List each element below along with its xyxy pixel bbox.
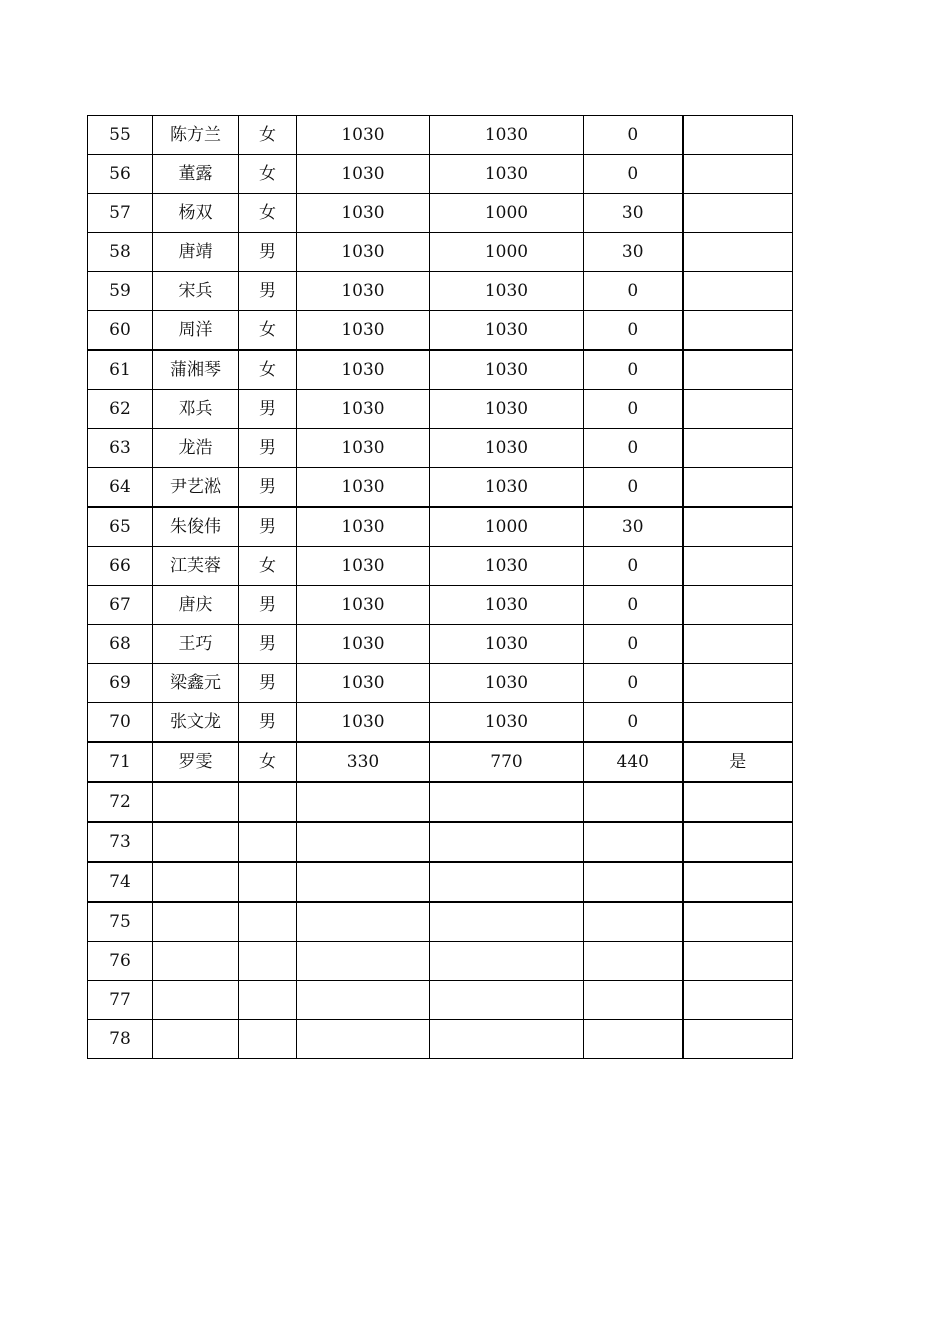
value3-cell: 30 — [584, 233, 683, 272]
value1-cell: 1030 — [297, 233, 430, 272]
row-number-cell: 56 — [88, 155, 153, 194]
name-cell: 周洋 — [153, 311, 239, 351]
value3-cell — [584, 981, 683, 1020]
name-cell: 龙浩 — [153, 429, 239, 468]
gender-cell — [239, 902, 297, 942]
table-row — [88, 586, 793, 625]
value2-cell: 1030 — [430, 586, 584, 625]
value3-cell — [584, 1020, 683, 1059]
gender-cell: 女 — [239, 547, 297, 586]
value2-cell: 1030 — [430, 390, 584, 429]
row-number-cell: 72 — [88, 782, 153, 822]
name-cell — [153, 902, 239, 942]
row-number-cell: 69 — [88, 664, 153, 703]
flag-cell — [683, 586, 793, 625]
value3-cell: 0 — [584, 664, 683, 703]
gender-cell: 男 — [239, 507, 297, 547]
value3-cell: 0 — [584, 468, 683, 508]
flag-cell — [683, 233, 793, 272]
value1-cell — [297, 782, 430, 822]
value3-cell: 30 — [584, 194, 683, 233]
gender-cell: 男 — [239, 429, 297, 468]
flag-cell — [683, 822, 793, 862]
value2-cell: 1030 — [430, 350, 584, 390]
row-number-cell: 57 — [88, 194, 153, 233]
value1-cell: 1030 — [297, 155, 430, 194]
row-number-cell: 65 — [88, 507, 153, 547]
row-number-cell: 63 — [88, 429, 153, 468]
value3-cell: 0 — [584, 429, 683, 468]
name-cell: 张文龙 — [153, 703, 239, 743]
value1-cell: 1030 — [297, 703, 430, 743]
row-number-cell: 67 — [88, 586, 153, 625]
flag-cell — [683, 1020, 793, 1059]
gender-cell: 男 — [239, 703, 297, 743]
value3-cell: 0 — [584, 116, 683, 155]
gender-cell — [239, 1020, 297, 1059]
table-body — [88, 116, 793, 1059]
value3-cell — [584, 822, 683, 862]
table-row — [88, 547, 793, 586]
value1-cell — [297, 822, 430, 862]
name-cell: 董露 — [153, 155, 239, 194]
table-row — [88, 664, 793, 703]
value3-cell: 440 — [584, 742, 683, 782]
value2-cell: 1030 — [430, 664, 584, 703]
gender-cell — [239, 862, 297, 902]
value1-cell: 1030 — [297, 272, 430, 311]
name-cell — [153, 862, 239, 902]
value1-cell: 1030 — [297, 116, 430, 155]
value3-cell: 0 — [584, 703, 683, 743]
row-number-cell: 55 — [88, 116, 153, 155]
flag-cell — [683, 468, 793, 508]
flag-cell — [683, 547, 793, 586]
value3-cell: 0 — [584, 350, 683, 390]
row-number-cell: 59 — [88, 272, 153, 311]
row-number-cell: 61 — [88, 350, 153, 390]
table-row — [88, 311, 793, 351]
value3-cell — [584, 782, 683, 822]
value1-cell: 1030 — [297, 468, 430, 508]
name-cell — [153, 782, 239, 822]
value2-cell: 1000 — [430, 194, 584, 233]
gender-cell: 男 — [239, 664, 297, 703]
value2-cell: 1030 — [430, 116, 584, 155]
table-row — [88, 942, 793, 981]
name-cell: 王巧 — [153, 625, 239, 664]
table-row — [88, 625, 793, 664]
value1-cell — [297, 862, 430, 902]
name-cell: 蒲湘琴 — [153, 350, 239, 390]
row-number-cell: 78 — [88, 1020, 153, 1059]
flag-cell — [683, 272, 793, 311]
value1-cell: 1030 — [297, 311, 430, 351]
table-row — [88, 507, 793, 547]
value2-cell: 1030 — [430, 155, 584, 194]
value1-cell: 1030 — [297, 429, 430, 468]
name-cell: 宋兵 — [153, 272, 239, 311]
value2-cell: 1030 — [430, 272, 584, 311]
row-number-cell: 74 — [88, 862, 153, 902]
gender-cell: 男 — [239, 468, 297, 508]
table-row — [88, 429, 793, 468]
flag-cell — [683, 155, 793, 194]
row-number-cell: 58 — [88, 233, 153, 272]
table-row — [88, 782, 793, 822]
table-row — [88, 194, 793, 233]
table-row — [88, 116, 793, 155]
value3-cell: 0 — [584, 311, 683, 351]
gender-cell — [239, 822, 297, 862]
gender-cell: 男 — [239, 586, 297, 625]
name-cell — [153, 981, 239, 1020]
value3-cell: 0 — [584, 390, 683, 429]
row-number-cell: 76 — [88, 942, 153, 981]
value1-cell: 1030 — [297, 350, 430, 390]
gender-cell — [239, 942, 297, 981]
value2-cell: 1030 — [430, 429, 584, 468]
gender-cell: 男 — [239, 625, 297, 664]
flag-cell — [683, 311, 793, 351]
flag-cell — [683, 390, 793, 429]
name-cell: 梁鑫元 — [153, 664, 239, 703]
value1-cell — [297, 942, 430, 981]
gender-cell: 女 — [239, 350, 297, 390]
row-number-cell: 73 — [88, 822, 153, 862]
name-cell: 杨双 — [153, 194, 239, 233]
gender-cell: 女 — [239, 155, 297, 194]
name-cell: 陈方兰 — [153, 116, 239, 155]
table-row — [88, 468, 793, 508]
row-number-cell: 75 — [88, 902, 153, 942]
data-table — [87, 115, 793, 1059]
value1-cell: 1030 — [297, 664, 430, 703]
value2-cell: 1030 — [430, 547, 584, 586]
value2-cell: 1030 — [430, 625, 584, 664]
name-cell: 唐靖 — [153, 233, 239, 272]
value2-cell — [430, 1020, 584, 1059]
name-cell: 邓兵 — [153, 390, 239, 429]
flag-cell — [683, 507, 793, 547]
value3-cell: 0 — [584, 625, 683, 664]
row-number-cell: 64 — [88, 468, 153, 508]
value2-cell: 770 — [430, 742, 584, 782]
flag-cell — [683, 782, 793, 822]
gender-cell — [239, 981, 297, 1020]
flag-cell: 是 — [683, 742, 793, 782]
value1-cell: 1030 — [297, 586, 430, 625]
table-row — [88, 390, 793, 429]
row-number-cell: 70 — [88, 703, 153, 743]
value1-cell — [297, 981, 430, 1020]
gender-cell: 男 — [239, 272, 297, 311]
flag-cell — [683, 902, 793, 942]
value2-cell: 1000 — [430, 507, 584, 547]
flag-cell — [683, 703, 793, 743]
value1-cell — [297, 1020, 430, 1059]
table-row — [88, 742, 793, 782]
gender-cell: 男 — [239, 390, 297, 429]
flag-cell — [683, 981, 793, 1020]
flag-cell — [683, 429, 793, 468]
flag-cell — [683, 664, 793, 703]
row-number-cell: 62 — [88, 390, 153, 429]
value1-cell: 1030 — [297, 194, 430, 233]
value1-cell — [297, 902, 430, 942]
name-cell: 朱俊伟 — [153, 507, 239, 547]
flag-cell — [683, 625, 793, 664]
value2-cell: 1030 — [430, 703, 584, 743]
value3-cell: 0 — [584, 547, 683, 586]
name-cell: 尹艺淞 — [153, 468, 239, 508]
table-row — [88, 703, 793, 743]
value2-cell — [430, 782, 584, 822]
name-cell — [153, 822, 239, 862]
value3-cell — [584, 862, 683, 902]
value1-cell: 1030 — [297, 547, 430, 586]
flag-cell — [683, 116, 793, 155]
gender-cell: 女 — [239, 311, 297, 351]
gender-cell: 女 — [239, 742, 297, 782]
flag-cell — [683, 862, 793, 902]
row-number-cell: 66 — [88, 547, 153, 586]
table-row — [88, 981, 793, 1020]
value1-cell: 1030 — [297, 390, 430, 429]
table-row — [88, 233, 793, 272]
row-number-cell: 68 — [88, 625, 153, 664]
value1-cell: 1030 — [297, 625, 430, 664]
value2-cell — [430, 822, 584, 862]
table-row — [88, 350, 793, 390]
name-cell: 罗雯 — [153, 742, 239, 782]
name-cell — [153, 942, 239, 981]
value3-cell: 0 — [584, 586, 683, 625]
name-cell: 江芙蓉 — [153, 547, 239, 586]
gender-cell — [239, 782, 297, 822]
row-number-cell: 71 — [88, 742, 153, 782]
table-row — [88, 1020, 793, 1059]
value2-cell — [430, 981, 584, 1020]
gender-cell: 女 — [239, 116, 297, 155]
value2-cell — [430, 942, 584, 981]
value3-cell — [584, 942, 683, 981]
value1-cell: 330 — [297, 742, 430, 782]
flag-cell — [683, 942, 793, 981]
gender-cell: 女 — [239, 194, 297, 233]
table-row — [88, 902, 793, 942]
value3-cell: 0 — [584, 155, 683, 194]
row-number-cell: 60 — [88, 311, 153, 351]
name-cell — [153, 1020, 239, 1059]
table-row — [88, 272, 793, 311]
flag-cell — [683, 350, 793, 390]
table-row — [88, 862, 793, 902]
table-row — [88, 822, 793, 862]
value3-cell: 30 — [584, 507, 683, 547]
table-row — [88, 155, 793, 194]
value2-cell: 1030 — [430, 311, 584, 351]
name-cell: 唐庆 — [153, 586, 239, 625]
value2-cell: 1000 — [430, 233, 584, 272]
value3-cell: 0 — [584, 272, 683, 311]
value3-cell — [584, 902, 683, 942]
value1-cell: 1030 — [297, 507, 430, 547]
value2-cell — [430, 902, 584, 942]
gender-cell: 男 — [239, 233, 297, 272]
value2-cell — [430, 862, 584, 902]
row-number-cell: 77 — [88, 981, 153, 1020]
value2-cell: 1030 — [430, 468, 584, 508]
flag-cell — [683, 194, 793, 233]
